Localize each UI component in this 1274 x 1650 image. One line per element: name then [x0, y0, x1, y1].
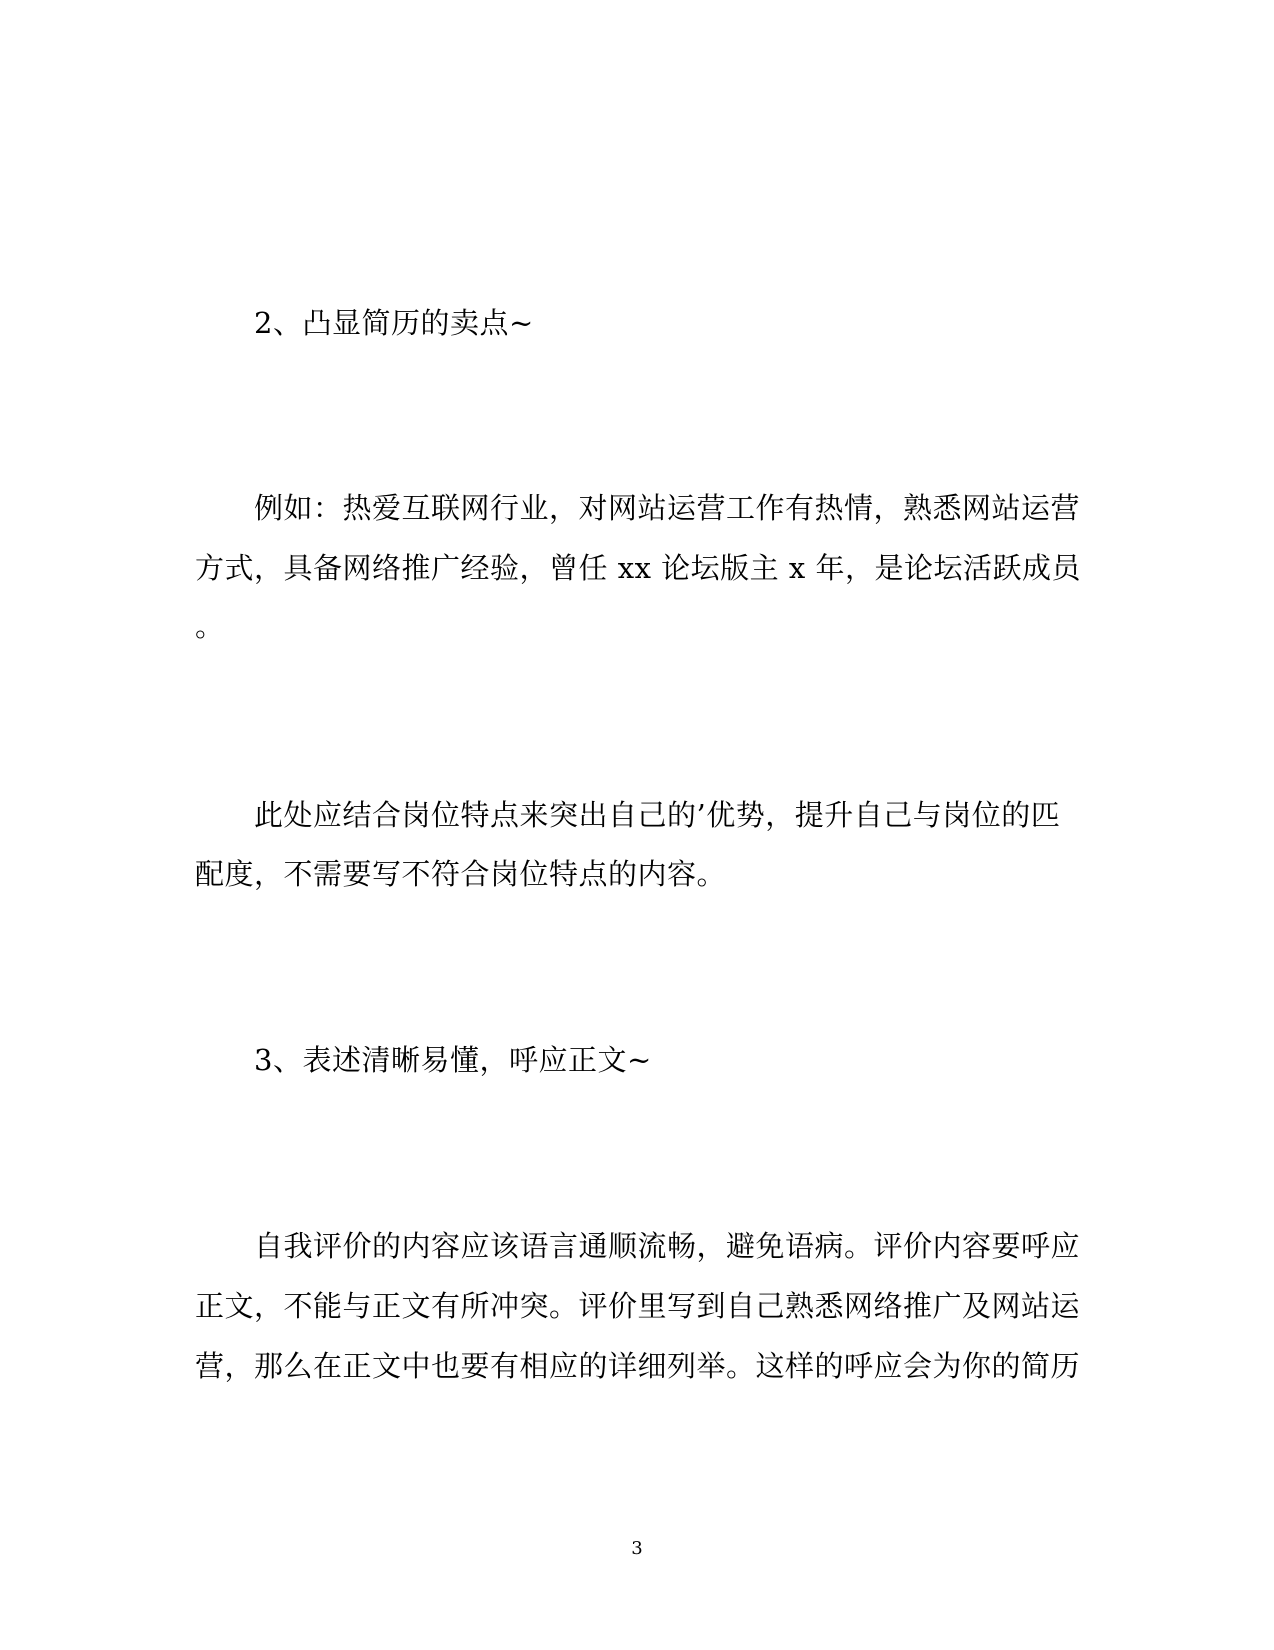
example-line-1: 例如：热爱互联网行业，对网站运营工作有热情，熟悉网站运营 [254, 491, 1081, 525]
advice-line-2: 配度，不需要写不符合岗位特点的内容。 [195, 857, 727, 891]
example-line-2: 方式，具备网络推广经验，曾任 xx 论坛版主 x 年，是论坛活跃成员 [195, 551, 1081, 585]
page-number: 3 [631, 1538, 643, 1559]
section-heading-2: 2、凸显简历的卖点~ [254, 306, 534, 340]
clarity-line-1: 自我评价的内容应该语言通顺流畅，避免语病。评价内容要呼应 [254, 1229, 1081, 1263]
advice-line-1: 此处应结合岗位特点来突出自己的’优势，提升自己与岗位的匹 [254, 798, 1061, 832]
clarity-line-3: 营，那么在正文中也要有相应的详细列举。这样的呼应会为你的简历 [195, 1349, 1081, 1383]
clarity-line-2: 正文，不能与正文有所冲突。评价里写到自己熟悉网络推广及网站运 [195, 1289, 1081, 1323]
example-line-3: 。 [195, 609, 225, 643]
section-heading-3: 3、表述清晰易懂，呼应正文~ [254, 1043, 652, 1077]
